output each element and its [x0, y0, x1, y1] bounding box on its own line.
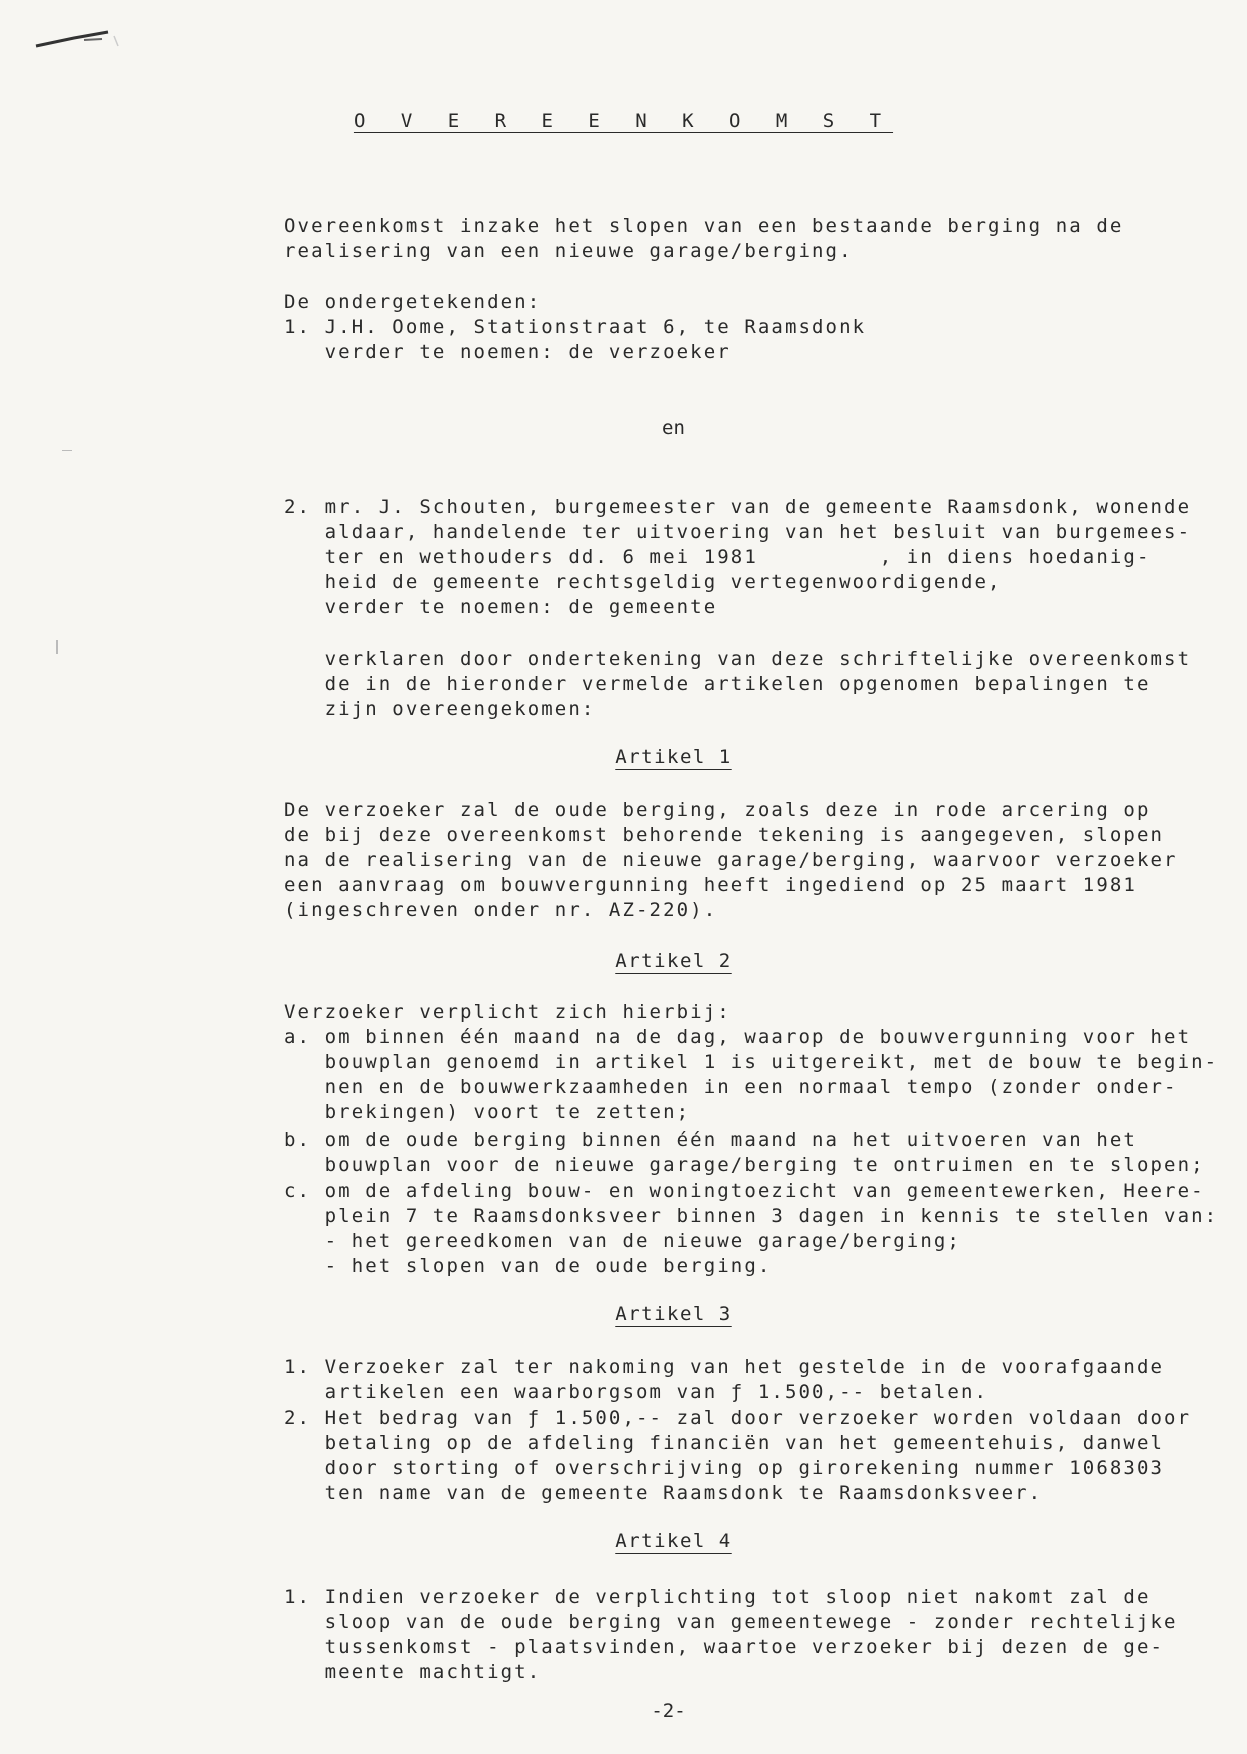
intro-line: Overeenkomst inzake het slopen van een bestaande berging na de: [284, 215, 1124, 237]
article-line: betaling op de afdeling financiën van het gemeentehuis, danwel: [284, 1432, 1165, 1454]
article-line: na de realisering van de nieuwe garage/berging, waarvoor verzoeker: [284, 849, 1178, 871]
article-line: sloop van de oude berging van gemeentewege - zonder rechtelijke: [284, 1611, 1178, 1633]
article-line: ten name van de gemeente Raamsdonk te Raamsdonksveer.: [284, 1482, 1043, 1504]
article-line: een aanvraag om bouwvergunning heeft ingediend op 25 maart 1981: [284, 874, 1137, 896]
article-line: b. om de oude berging binnen één maand na het uitvoeren van het: [284, 1129, 1137, 1151]
declaration-line: zijn overeengekomen:: [284, 698, 596, 720]
article-line: bouwplan voor de nieuwe garage/berging te ontruimen en te slopen;: [284, 1154, 1205, 1176]
article-line: artikelen een waarborgsom van ƒ 1.500,-- betalen.: [284, 1381, 989, 1403]
article-line: brekingen) voort te zetten;: [284, 1101, 691, 1123]
article-line: 1. Indien verzoeker de verplichting tot sloop niet nakomt zal de: [284, 1586, 1151, 1608]
article-heading: Artikel 1: [615, 746, 732, 768]
conjunction: en: [662, 417, 685, 439]
article-line: a. om binnen één maand na de dag, waarop de bouwvergunning voor het: [284, 1026, 1192, 1048]
article-line: nen en de bouwwerkzaamheden in een normaal tempo (zonder onder-: [284, 1076, 1178, 1098]
article-line: 2. Het bedrag van ƒ 1.500,-- zal door verzoeker worden voldaan door: [284, 1407, 1192, 1429]
article-heading: Artikel 3: [615, 1303, 732, 1325]
party-line: ter en wethouders dd. 6 mei 1981 , in diens hoedanig-: [284, 546, 1151, 568]
party-line: 2. mr. J. Schouten, burgemeester van de gemeente Raamsdonk, wonende: [284, 496, 1192, 518]
scan-speck: [62, 450, 72, 451]
declaration-line: verklaren door ondertekening van deze schriftelijke overeenkomst: [284, 648, 1192, 670]
article-line: door storting of overschrijving op girorekening nummer 1068303: [284, 1457, 1165, 1479]
intro-line: realisering van een nieuwe garage/berging.: [284, 240, 853, 262]
scan-speck: [56, 640, 58, 654]
page-number: -2-: [651, 1700, 686, 1722]
article-line: plein 7 te Raamsdonksveer binnen 3 dagen in kennis te stellen van:: [284, 1205, 1219, 1227]
article-line: meente machtigt.: [284, 1661, 542, 1683]
article-line: - het slopen van de oude berging.: [284, 1255, 772, 1277]
declaration-line: de in de hieronder vermelde artikelen opgenomen bepalingen te: [284, 673, 1151, 695]
party-line: 1. J.H. Oome, Stationstraat 6, te Raamsdonk: [284, 316, 867, 338]
party-line: verder te noemen: de verzoeker: [284, 341, 731, 363]
article-line: c. om de afdeling bouw- en woningtoezicht van gemeentewerken, Heere-: [284, 1180, 1205, 1202]
article-line: De verzoeker zal de oude berging, zoals deze in rode arcering op: [284, 799, 1151, 821]
article-line: bouwplan genoemd in artikel 1 is uitgereikt, met de bouw te begin-: [284, 1051, 1219, 1073]
article-heading: Artikel 2: [615, 950, 732, 972]
article-line: de bij deze overeenkomst behorende tekening is aangegeven, slopen: [284, 824, 1165, 846]
party-line: aldaar, handelende ter uitvoering van het besluit van burgemees-: [284, 521, 1192, 543]
article-line: 1. Verzoeker zal ter nakoming van het gestelde in de voorafgaande: [284, 1356, 1165, 1378]
pen-mark: [34, 28, 124, 52]
party-line: heid de gemeente rechtsgeldig vertegenwoordigende,: [284, 571, 1002, 593]
document-title: O V E R E E N K O M S T: [353, 110, 894, 132]
parties-heading: De ondergetekenden:: [284, 291, 542, 313]
article-heading: Artikel 4: [615, 1530, 732, 1552]
party-line: verder te noemen: de gemeente: [284, 596, 718, 618]
article-line: (ingeschreven onder nr. AZ-220).: [284, 899, 718, 921]
article-line: Verzoeker verplicht zich hierbij:: [284, 1001, 731, 1023]
article-line: tussenkomst - plaatsvinden, waartoe verzoeker bij dezen de ge-: [284, 1636, 1165, 1658]
article-line: - het gereedkomen van de nieuwe garage/berging;: [284, 1230, 961, 1252]
